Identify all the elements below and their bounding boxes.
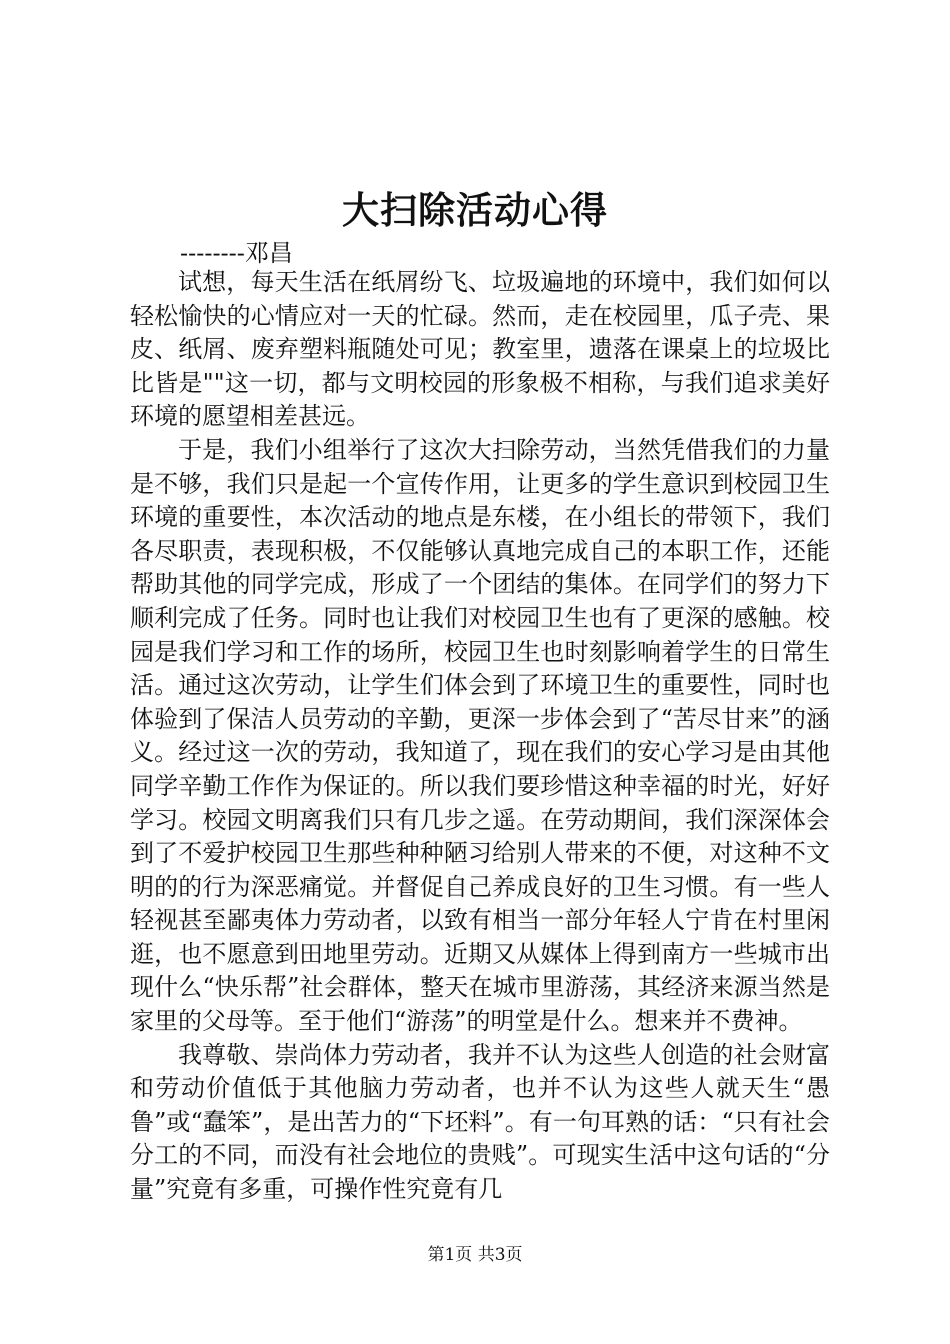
page-number-footer: 第1页 共3页 xyxy=(427,1245,523,1265)
document-title: 大扫除活动心得 xyxy=(342,188,608,232)
paragraph-1: 试想，每天生活在纸屑纷飞、垃圾遍地的环境中，我们如何以轻松愉快的心情应对一天的忙碌。然而，走在校园里，瓜子壳、果皮、纸屑、废弃塑料瓶随处可见；教室里，遗落在课桌上的垃圾比比皆是""这一切，都与文明校园的形象极不相称，与我们追求美好环境的愿望相差甚远。 xyxy=(130,268,830,431)
author-byline: --------邓昌 xyxy=(180,239,293,267)
paragraph-2: 于是，我们小组举行了这次大扫除劳动，当然凭借我们的力量是不够，我们只是起一个宣传作用，让更多的学生意识到校园卫生环境的重要性，本次活动的地点是东楼，在小组长的带领下，我们各尽职责，表现积极，不仅能够认真地完成自己的本职工作，还能帮助其他的同学完成，形成了一个团结的集体。在同学们的努力下顺利完成了任务。同时也让我们对校园卫生也有了更深的感触。校园是我们学习和工作的场所，校园卫生也时刻影响着学生的日常生活。通过这次劳动，让学生们体会到了环境卫生的重要性，同时也体验到了保洁人员劳动的辛勤，更深一步体会到了“苦尽甘来”的涵义。经过这一次的劳动，我知道了，现在我们的安心学习是由其他同学辛勤工作作为保证的。所以我们要珍惜这种幸福的时光，好好学习。校园文明离我们只有几步之遥。在劳动期间，我们深深体会到了不爱护校园卫生那些种种陋习给别人带来的不便，对这种不文明的的行为深恶痛觉。并督促自己养成良好的卫生习惯。有一些人轻视甚至鄙夷体力劳动者，以致有相当一部分年轻人宁肯在村里闲逛，也不愿意到田地里劳动。近期又从媒体上得到南方一些城市出现什么“快乐帮”社会群体，整天在城市里游荡，其经济来源当然是家里的父母等。至于他们“游荡”的明堂是什么。想来并不费神。 xyxy=(130,435,830,1036)
paragraph-3: 我尊敬、崇尚体力劳动者，我并不认为这些人创造的社会财富和劳动价值低于其他脑力劳动者，也并不认为这些人就天生“愚鲁”或“蠢笨”，是出苦力的“下坯料”。有一句耳熟的话：“只有社会分工的不同，而没有社会地位的贵贱”。可现实生活中这句话的“分量”究竟有多重，可操作性究竟有几 xyxy=(130,1040,830,1204)
document-body xyxy=(130,266,830,1207)
